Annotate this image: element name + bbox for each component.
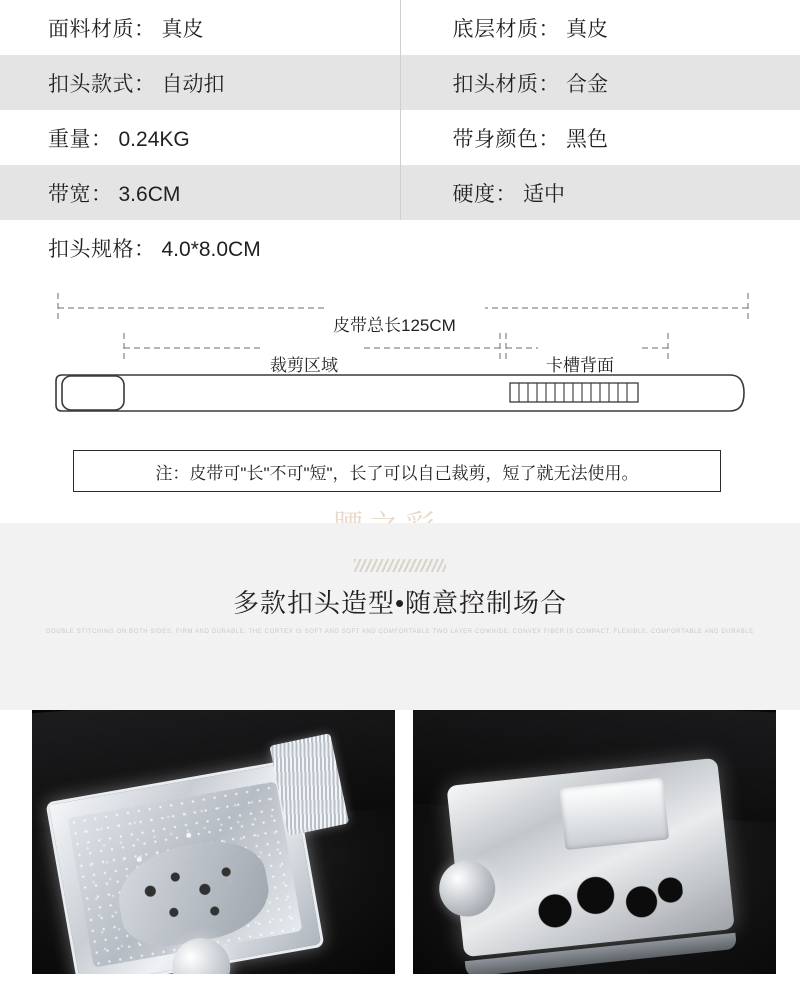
spec-label: 带身颜色：: [452, 127, 560, 151]
spec-value: 黑色: [566, 127, 608, 151]
spec-label: 底层材质：: [452, 17, 560, 41]
spec-cell-hardness: [400, 165, 800, 220]
photo-row: [32, 710, 776, 974]
spec-value: 适中: [523, 182, 565, 206]
spec-cell-buckle-size: [0, 220, 800, 275]
buckle-frame: [446, 758, 734, 957]
spec-label: 扣头规格：: [48, 237, 156, 261]
spec-value: 真皮: [566, 17, 608, 41]
table-row: [0, 0, 800, 55]
spec-label: 带宽：: [48, 182, 113, 206]
spec-cell-width: [0, 165, 400, 220]
spec-value: 自动扣: [161, 72, 225, 96]
table-row: [0, 165, 800, 220]
spec-value: 4.0*8.0CM: [161, 237, 261, 261]
table-row: [0, 110, 800, 165]
spec-value: 0.24KG: [118, 127, 190, 151]
spec-cell-weight: [0, 110, 400, 165]
table-row: [0, 220, 800, 275]
spec-label: 重量：: [48, 127, 113, 151]
spec-cell-fabric-material: [0, 0, 400, 55]
note-text: 注：皮带可"长"不可"短"，长了可以自己裁剪，短了就无法使用。: [155, 463, 639, 483]
spec-label: 扣头款式：: [48, 72, 156, 96]
spec-cell-buckle-style: [0, 55, 400, 110]
hatch-ornament-icon: [354, 559, 446, 572]
diagram-slot-back-label: 卡槽背面: [546, 356, 614, 375]
spec-value: 3.6CM: [118, 182, 181, 206]
spec-value: 合金: [566, 72, 608, 96]
flame-cutout-motif: [530, 854, 686, 931]
spec-label: 硬度：: [452, 182, 517, 206]
diagram-total-length-label: 皮带总长125CM: [333, 316, 456, 335]
spec-cell-buckle-material: [400, 55, 800, 110]
section-headline: 多款扣头造型•随意控制场合: [232, 588, 568, 618]
belt-measurement-diagram-section: [0, 275, 800, 523]
spec-cell-base-material: [400, 0, 800, 55]
product-spec-table: [0, 0, 800, 275]
spec-cell-strap-color: [400, 110, 800, 165]
spec-value: 真皮: [161, 17, 204, 41]
buckle-center-window: [559, 778, 669, 851]
diagram-cut-area-label: 裁剪区域: [270, 356, 338, 375]
buckle-body: [444, 735, 765, 974]
spec-label: 面料材质：: [48, 17, 156, 41]
photo-brushed-silver-buckle: [413, 710, 776, 974]
buckle-photo-gallery: [0, 710, 800, 974]
note-box: [73, 450, 721, 492]
spec-table-section: [0, 0, 800, 275]
table-row: [0, 55, 800, 110]
spec-label: 扣头材质：: [452, 72, 560, 96]
section-subheadline: DOUBLE STITCHING ON BOTH SIDES, FIRM AND DURABLE, THE CORTEX IS SOFT AND SOFT AND COMFORTABLE TWO LAYER COWHIDE, CONVEX FIBER IS COMPACT, FLEXIBLE, COMFORTABLE AND DURABLE: [46, 629, 754, 635]
headline-section: [0, 523, 800, 710]
photo-rhinestone-leopard-buckle: [32, 710, 395, 974]
